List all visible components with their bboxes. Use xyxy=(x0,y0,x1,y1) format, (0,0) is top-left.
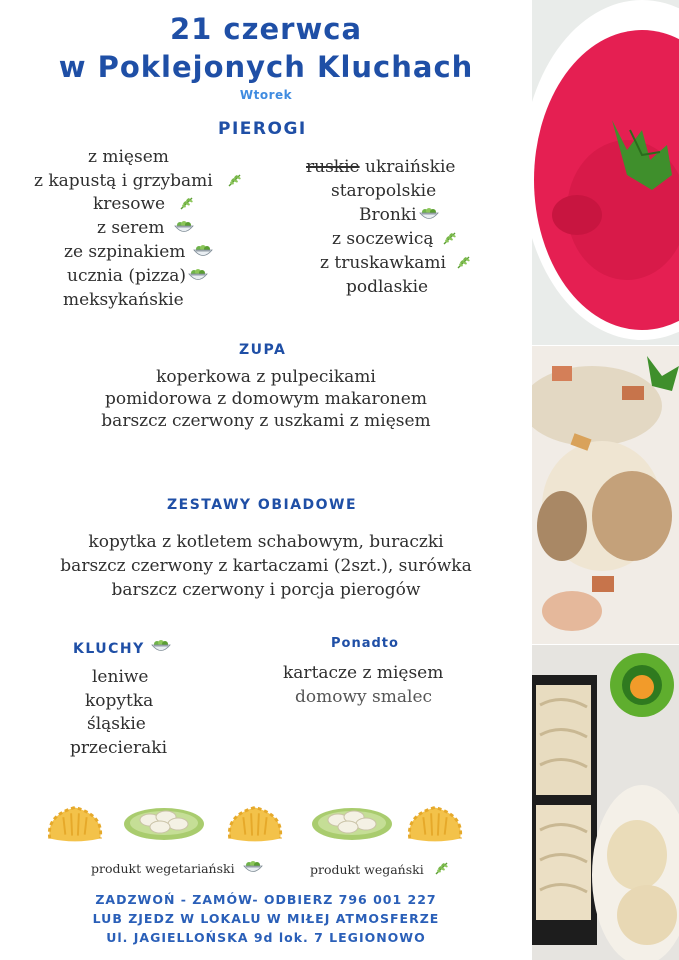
ponadto-heading: Ponadto xyxy=(331,636,399,651)
list-item: meksykańskie xyxy=(63,290,184,310)
list-item: barszcz czerwony z kartaczami (2szt.), surówka xyxy=(60,556,472,576)
list-item: barszcz czerwony z uszkami z mięsem xyxy=(101,411,431,431)
list-item: podlaskie xyxy=(346,277,429,297)
list-item: śląskie xyxy=(87,714,146,734)
leaf-icon xyxy=(179,195,195,211)
borscht-photo xyxy=(532,0,679,345)
pierogi-heading: PIEROGI xyxy=(218,119,307,139)
footer-address: Ul. JAGIELLOŃSKA 9d lok. 7 LEGIONOWO xyxy=(106,930,426,945)
list-item: ucznia (pizza) xyxy=(67,265,208,288)
pierogi-photo xyxy=(532,645,679,960)
list-item: z serem xyxy=(97,217,194,240)
date-title: 21 czerwca xyxy=(169,12,363,46)
dumpling-illustration xyxy=(44,801,106,845)
list-item: barszcz czerwony i porcja pierogów xyxy=(111,580,421,600)
list-item: Bronki xyxy=(359,204,439,227)
list-item: leniwe xyxy=(92,667,149,687)
legend-vegan: produkt wegański xyxy=(310,860,450,877)
list-item: pomidorowa z domowym makaronem xyxy=(105,389,427,409)
dumpling-plate-illustration xyxy=(310,802,394,842)
leaf-icon xyxy=(434,860,450,876)
list-item: z mięsem xyxy=(88,147,169,167)
restaurant-title: w Poklejonych Kluchach xyxy=(58,50,474,84)
list-item: kopytka z kotletem schabowym, buraczki xyxy=(88,532,444,552)
list-item: przecieraki xyxy=(70,738,168,758)
salad-bowl-icon xyxy=(243,860,263,874)
struck-item: ruskie xyxy=(306,157,360,177)
footer-phone: ZADZWOŃ - ZAMÓW- ODBIERZ 796 001 227 xyxy=(95,892,437,907)
kluchy-heading: KLUCHY xyxy=(73,639,171,657)
salad-bowl-icon xyxy=(174,220,194,234)
dumpling-illustration xyxy=(404,801,466,845)
list-item: domowy smalec xyxy=(295,687,433,707)
dumpling-plate-illustration xyxy=(122,802,206,842)
list-item: z truskawkami xyxy=(320,252,472,275)
list-item: ze szpinakiem xyxy=(64,241,213,264)
leaf-icon xyxy=(227,172,243,188)
list-item: ruskie ukraińskie xyxy=(306,157,456,177)
footer-dine-in: LUB ZJEDZ W LOKALU W MIŁEJ ATMOSFERZE xyxy=(92,911,440,926)
list-item: kresowe xyxy=(93,193,195,216)
leaf-icon xyxy=(442,230,458,246)
list-item: staropolskie xyxy=(331,181,437,201)
zestawy-heading: ZESTAWY OBIADOWE xyxy=(167,497,358,513)
list-item: z kapustą i grzybami xyxy=(34,170,243,193)
legend-vegetarian: produkt wegetariański xyxy=(91,860,263,876)
list-item: z soczewicą xyxy=(332,228,458,251)
dumpling-illustration xyxy=(224,801,286,845)
salad-bowl-icon xyxy=(151,639,171,653)
salad-bowl-icon xyxy=(419,207,439,221)
salad-bowl-icon xyxy=(193,244,213,258)
list-item: kopytka xyxy=(85,691,154,711)
kartacze-photo xyxy=(532,346,679,644)
zupa-heading: ZUPA xyxy=(239,342,287,358)
salad-bowl-icon xyxy=(188,268,208,282)
leaf-icon xyxy=(456,254,472,270)
list-item: kartacze z mięsem xyxy=(283,663,444,683)
list-item: koperkowa z pulpecikami xyxy=(156,367,376,387)
day-label: Wtorek xyxy=(239,88,293,102)
